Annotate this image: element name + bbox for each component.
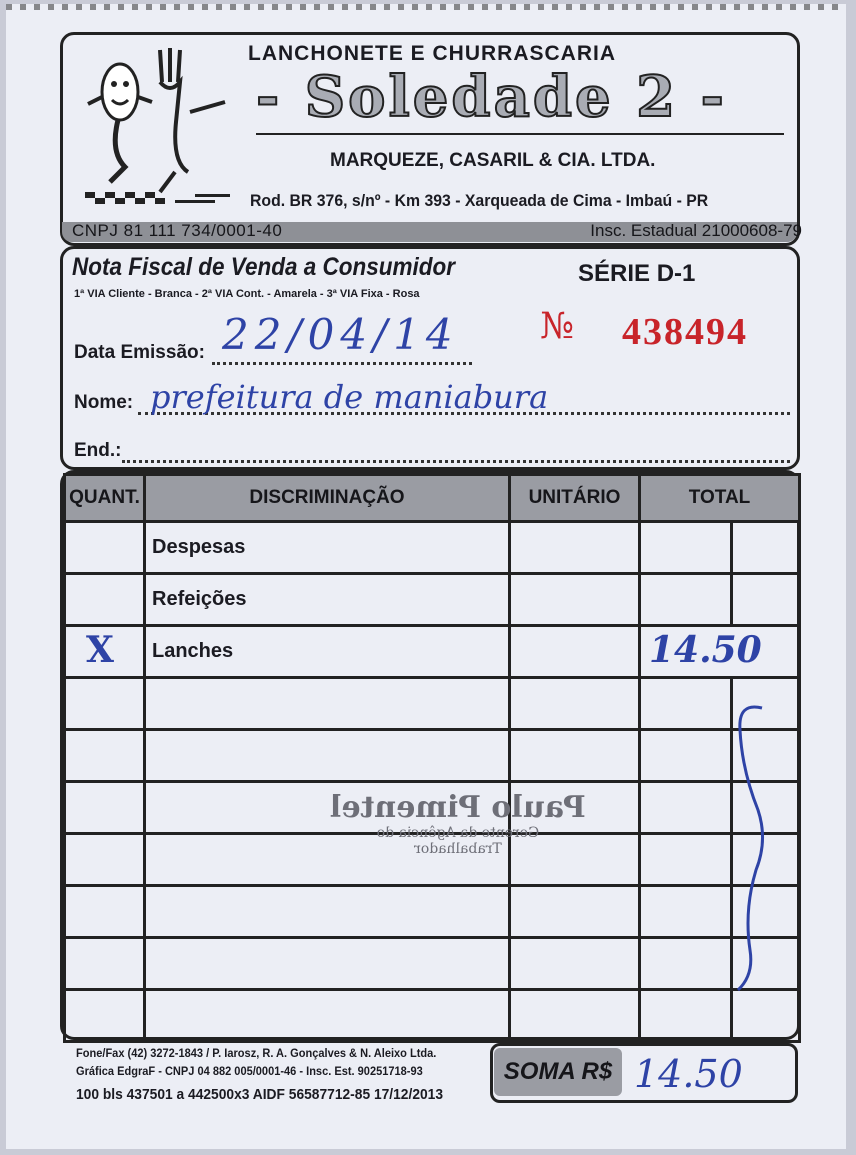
stamp-offset — [330, 790, 586, 857]
row-desc: Lanches — [145, 626, 510, 678]
row-unit[interactable] — [510, 574, 640, 626]
col-unit: UNITÁRIO — [510, 475, 640, 522]
address-label: End.: — [74, 440, 122, 461]
col-total: TOTAL — [640, 475, 800, 522]
footer-line3: 100 bls 437501 a 442500x3 AIDF 56587712-85 17/12/2013 — [76, 1086, 444, 1103]
total-value: 14.50 — [649, 629, 762, 671]
name-value[interactable]: prefeitura de maniabura — [150, 378, 549, 416]
col-desc: DISCRIMINAÇÃO — [145, 475, 510, 522]
company-address: Rod. BR 376, s/nº - Km 393 - Xarqueada de Cima - Imbaú - PR — [250, 191, 709, 210]
mascot-logo-icon — [80, 42, 240, 222]
cnpj: CNPJ 81 111 734/0001-40 — [72, 221, 283, 240]
series-label: SÉRIE D-1 — [578, 260, 696, 287]
date-line — [212, 362, 472, 365]
printer-info — [76, 1044, 443, 1104]
address-line — [122, 460, 790, 463]
header-title: LANCHONETE E CHURRASCARIA — [248, 42, 617, 65]
row-total[interactable] — [640, 522, 732, 574]
table-row — [65, 990, 800, 1042]
document-title: Nota Fiscal de Venda a Consumidor — [72, 253, 456, 281]
col-quant: QUANT. — [65, 475, 145, 522]
ink-bracket-mark — [720, 700, 780, 1005]
state-registration: Insc. Estadual 21000608-79 — [590, 221, 802, 240]
table-row — [65, 522, 800, 574]
stamp-name: Paulo Pimentel — [330, 790, 586, 825]
footer-line2: Gráfica EdgraF - CNPJ 04 882 005/0001-46 - Insc. Est. 90251718-93 — [76, 1064, 423, 1078]
row-desc: Despesas — [145, 522, 510, 574]
footer-line1: Fone/Fax (42) 3272-1843 / P. Iarosz, R. A. Gonçalves & N. Aleixo Ltda. — [76, 1046, 437, 1060]
items-table — [63, 473, 801, 1043]
sum-label: SOMA R$ — [494, 1048, 622, 1096]
header-divider — [256, 133, 784, 135]
table-row — [65, 886, 800, 938]
brand-name: - Soledade 2 - — [256, 64, 727, 130]
stamp-role: Gerente da Agência do Trabalhador — [376, 825, 540, 857]
row-quant[interactable] — [65, 574, 145, 626]
table-row — [65, 678, 800, 730]
name-label: Nome: — [74, 392, 134, 413]
table-row — [65, 938, 800, 990]
row-unit[interactable] — [510, 522, 640, 574]
sum-value[interactable]: 14.50 — [634, 1052, 743, 1096]
row-total[interactable] — [640, 574, 732, 626]
quant-mark: X — [86, 629, 114, 671]
date-label: Data Emissão: — [74, 342, 205, 363]
table-row — [65, 626, 800, 678]
row-unit[interactable] — [510, 626, 640, 678]
invoice-number: 438494 — [622, 311, 748, 353]
row-total[interactable] — [640, 626, 800, 678]
copy-legend: 1ª VIA Cliente - Branca - 2ª VIA Cont. - Amarela - 3ª VIA Fixa - Rosa — [74, 288, 420, 300]
table-row — [65, 574, 800, 626]
row-quant[interactable] — [65, 522, 145, 574]
row-quant[interactable] — [65, 626, 145, 678]
row-desc: Refeições — [145, 574, 510, 626]
row-cents[interactable] — [732, 574, 800, 626]
date-value[interactable]: 22/04/14 — [222, 310, 459, 359]
company-name: MARQUEZE, CASARIL & CIA. LTDA. — [330, 150, 656, 171]
row-cents[interactable] — [732, 522, 800, 574]
number-symbol: № — [540, 306, 575, 347]
table-row — [65, 730, 800, 782]
